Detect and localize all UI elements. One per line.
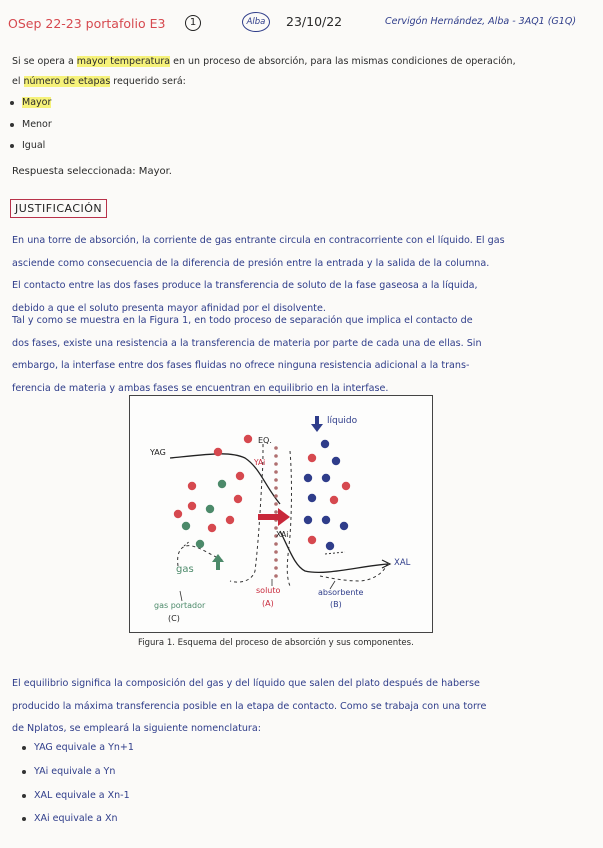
up-arrow-icon — [212, 554, 224, 570]
figure-caption: Figura 1. Esquema del proceso de absorción y sus componentes. — [138, 638, 414, 648]
bullet-icon — [22, 794, 26, 798]
absorption-figure — [129, 395, 433, 633]
nomenclature-item-4: XAi equivale a Xn — [22, 813, 118, 824]
label-liquido: líquido — [327, 416, 358, 426]
interface-dot — [274, 566, 278, 570]
label-gas: gas — [176, 564, 194, 575]
nomenclature-item-1: YAG equivale a Yn+1 — [22, 742, 134, 753]
header-title: OSep 22-23 portafolio E3 — [8, 16, 166, 31]
molecule-dot — [226, 516, 234, 524]
molecule-dot — [321, 440, 329, 448]
paragraph-2: Tal y como se muestra en la Figura 1, en todo proceso de separación que implica el contacto de dos fases, existe una resistencia a la transferencia de materia por parte de cada una de ellas. Sin embargo, la interfase entre dos fases fluidas no ofrece ninguna resistencia adicional a la trans- ferencia de materia y ambas fases se encuentran en equilibrio en la interfase. — [12, 315, 482, 394]
paragraph-1: En una torre de absorción, la corriente de gas entrante circula en contracorriente con el líquido. El gas asciende como consecuencia de la diferencia de presión entre la entrada y la salida de la columna. El contacto entre las dos fases produce la transferencia de soluto de la fase gaseosa a la líquida, debido a que el soluto presenta mayor afinidad por el disolvente. — [12, 235, 505, 314]
nomenclature-item-3: XAL equivale a Xn-1 — [22, 790, 130, 801]
down-arrow-icon — [311, 416, 323, 432]
molecule-dot — [188, 482, 196, 490]
label-absorbente: absorbente — [318, 588, 364, 597]
label-b: (B) — [330, 600, 342, 609]
interface-dot — [274, 510, 278, 514]
molecule-dot — [332, 457, 340, 465]
molecule-dot — [214, 448, 222, 456]
label-eq: EQ. — [258, 436, 272, 445]
interface-dot — [274, 550, 278, 554]
nomenclature-item-2: YAi equivale a Yn — [22, 766, 115, 777]
interface-dot — [274, 454, 278, 458]
figure-drawing — [130, 396, 432, 632]
label-soluto: soluto — [256, 586, 281, 595]
molecule-dot — [308, 454, 316, 462]
molecule-dot — [188, 502, 196, 510]
bullet-icon — [22, 817, 26, 821]
bullet-icon — [10, 101, 14, 105]
molecule-dot — [244, 435, 252, 443]
transfer-arrow-icon — [258, 508, 290, 526]
bullet-icon — [10, 144, 14, 148]
option-igual: Igual — [10, 140, 45, 151]
interface-dot — [274, 494, 278, 498]
header-date: 23/10/22 — [286, 14, 343, 29]
paragraph-3: El equilibrio significa la composición del gas y del líquido que salen del plato después de haberse producido la máxima transferencia posible en la etapa de contacto. Como se trabaja con una torre de Nplatos, se empleará la siguiente nomenclatura: — [12, 678, 487, 734]
circle-number: 1 — [185, 15, 201, 31]
option-mayor: Mayor — [10, 97, 51, 108]
justification-heading: JUSTIFICACIÓN — [10, 199, 107, 218]
interface-dot — [274, 486, 278, 490]
bullet-icon — [22, 770, 26, 774]
question-line-1: Si se opera a mayor temperatura en un proceso de absorción, para las mismas condiciones de operación, — [12, 56, 516, 67]
molecule-dot — [330, 496, 338, 504]
label-xai: XAi — [276, 530, 289, 539]
molecule-dot — [322, 516, 330, 524]
molecule-dot — [308, 494, 316, 502]
molecule-dot — [308, 536, 316, 544]
molecule-dot — [218, 480, 226, 488]
molecule-dot — [174, 510, 182, 518]
molecule-dot — [326, 542, 334, 550]
interface-dot — [274, 446, 278, 450]
interface-dot — [274, 502, 278, 506]
question-line-2: el número de etapas requerido será: — [12, 76, 186, 87]
interface-dot — [274, 542, 278, 546]
molecule-dot — [206, 505, 214, 513]
interface-dot — [274, 470, 278, 474]
label-xal: XAL — [394, 558, 411, 568]
molecule-dot — [322, 474, 330, 482]
label-a: (A) — [262, 599, 274, 608]
molecule-dot — [236, 472, 244, 480]
bullet-icon — [10, 123, 14, 127]
selected-answer: Respuesta seleccionada: Mayor. — [12, 166, 172, 177]
label-yai: YAi — [254, 458, 266, 467]
molecule-dot — [208, 524, 216, 532]
interface-dot — [274, 558, 278, 562]
label-yag: YAG — [150, 448, 166, 457]
interface-dot — [274, 574, 278, 578]
molecule-dot — [304, 474, 312, 482]
label-gas-portador: gas portador — [154, 601, 206, 610]
header-author: Cervigón Hernández, Alba - 3AQ1 (G1Q) — [385, 16, 577, 27]
option-menor: Menor — [10, 119, 52, 130]
molecule-dot — [196, 540, 204, 548]
molecule-dot — [234, 495, 242, 503]
molecule-dot — [340, 522, 348, 530]
interface-dot — [274, 478, 278, 482]
molecule-dot — [182, 522, 190, 530]
molecule-dot — [342, 482, 350, 490]
molecule-dot — [304, 516, 312, 524]
interface-dot — [274, 462, 278, 466]
bullet-icon — [22, 746, 26, 750]
badge-logo: Alba — [242, 12, 270, 32]
label-c: (C) — [168, 614, 180, 623]
